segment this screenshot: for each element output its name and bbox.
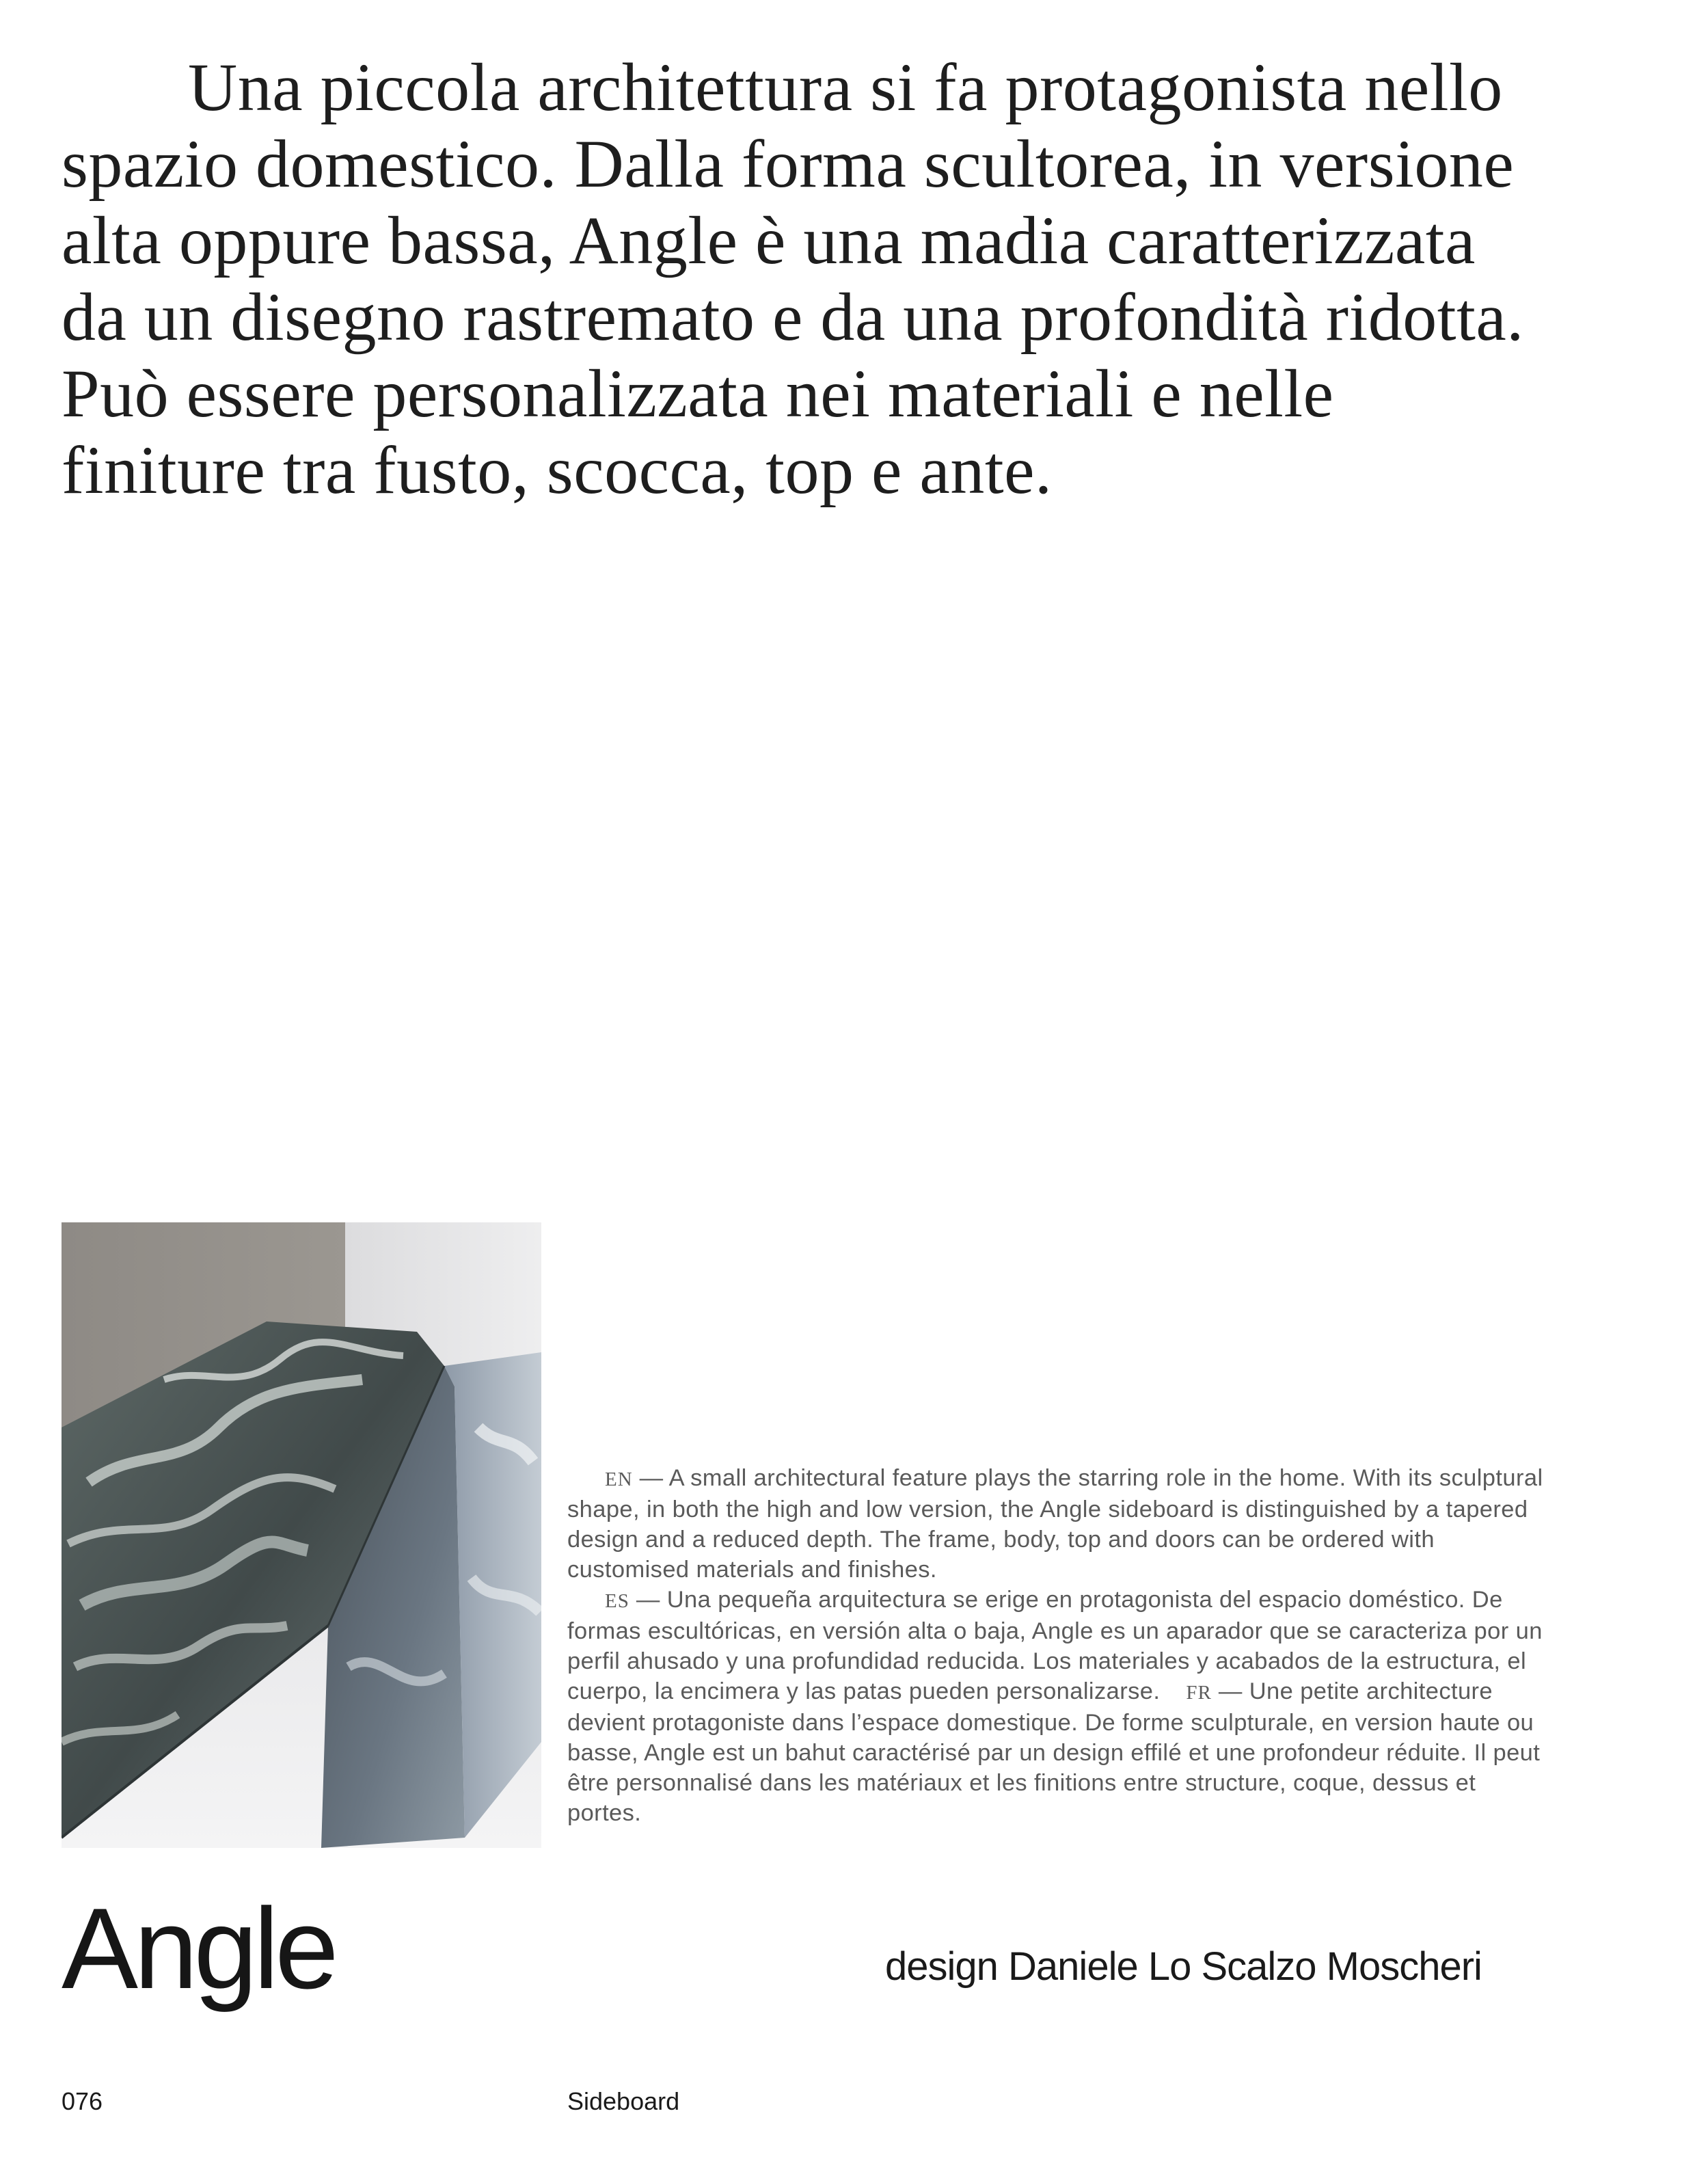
page-number: 076 [62, 2087, 103, 2115]
product-name: Angle [62, 1884, 335, 2013]
section-label: Sideboard [567, 2087, 680, 2115]
text-en: — A small architectural feature plays the starring role in the home. With its sculptural shape, in both the high and low version, the Angle sideboard is distinguished by a tapered design and a reduced depth. The frame, body, top and doors can be ordered with customised materials and finishes. [567, 1465, 1543, 1583]
intro-paragraph: Una piccola architettura si fa protagonista nello spazio domestico. Dalla forma scultorea, in versione alta oppure bassa, Angle è una madia caratterizzata da un disegno rastremato e da una profondità ridotta. Può essere personalizzata nei materiali e nelle finiture tra fusto, scocca, top e ante. [62, 49, 1524, 508]
lang-label-fr: FR [1186, 1682, 1212, 1704]
designer-credit: design Daniele Lo Scalzo Moscheri [885, 1944, 1482, 1989]
text-es: — Una pequeña arquitectura se erige en protagonista del espacio doméstico. De formas escultóricas, en versión alta o baja, Angle es un aparador que se caracteriza por un perfil ahusado y una profundidad reducida. Los materiales y acabados de la estructura, el cuerpo, la encimera y las patas pueden personalizarse. [567, 1587, 1543, 1704]
lang-label-en: EN [605, 1468, 633, 1490]
sideboard-photo-illustration [62, 1222, 541, 1848]
lang-label-es: ES [605, 1590, 629, 1612]
translations-block [567, 1463, 1551, 1828]
sideboard-photo [62, 1222, 541, 1848]
text-fr: — Une petite architecture devient protagoniste dans l’espace domestique. De forme sculpturale, en version haute ou basse, Angle est un bahut caractérisé par un design effilé et une profondeur réduite. Il peut être personnalisé dans les matériaux et les finitions entre structure, coque, dessus et portes. [567, 1678, 1541, 1826]
